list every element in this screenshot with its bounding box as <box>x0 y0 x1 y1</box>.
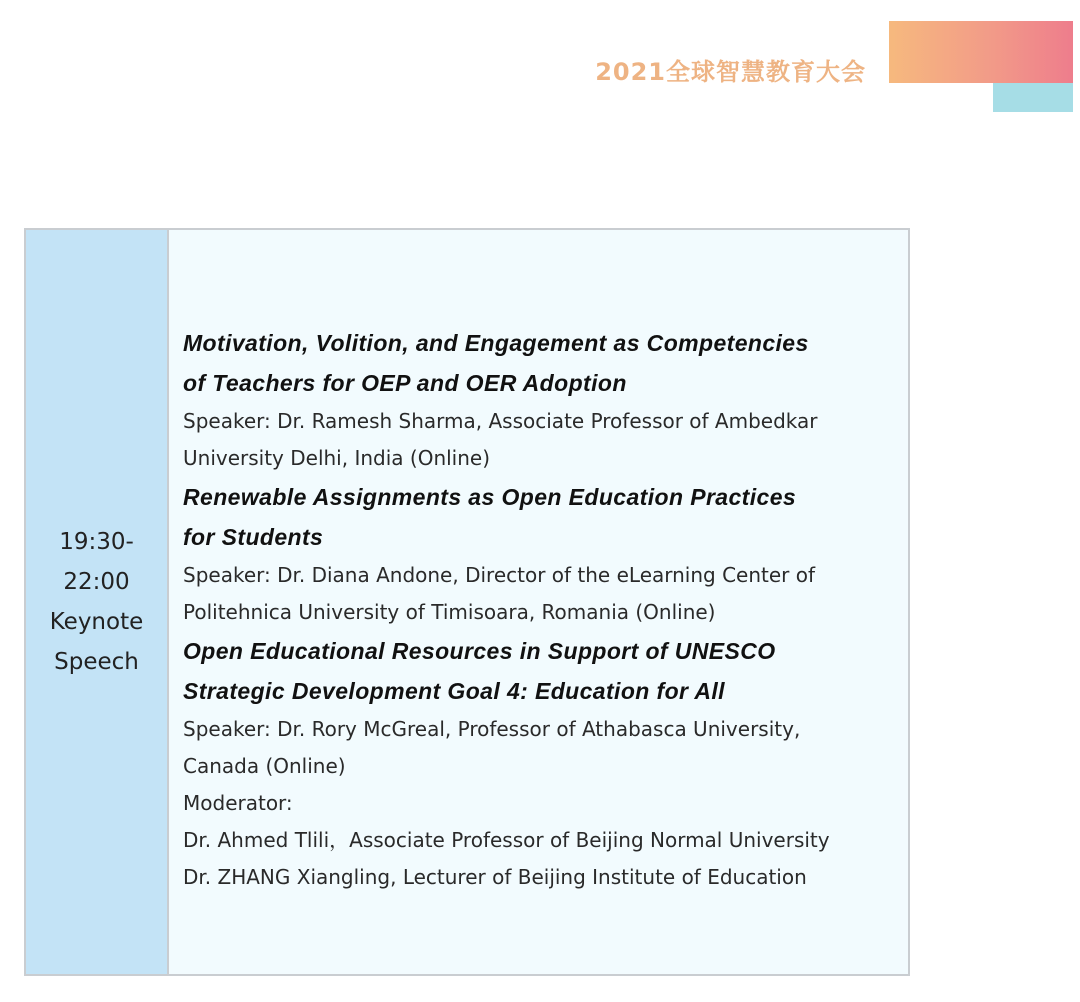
moderator-entry: Dr. ZHANG Xiangling, Lecturer of Beijing Institute of Education <box>183 865 807 889</box>
talk-title: Motivation, Volition, and Engagement as Competencies <box>183 330 809 356</box>
talk-2 <box>183 477 888 631</box>
header-gradient-banner <box>889 21 1073 83</box>
talk-speaker: University Delhi, India (Online) <box>183 446 491 470</box>
talk-speaker: Speaker: Dr. Diana Andone, Director of the eLearning Center of <box>183 563 816 587</box>
header-teal-block <box>993 83 1073 112</box>
talk-title: Strategic Development Goal 4: Education for All <box>183 678 725 704</box>
conference-title: 2021全球智慧教育大会 <box>595 58 866 86</box>
talk-title: Open Educational Resources in Support of UNESCO <box>183 638 776 664</box>
talk-speaker: Speaker: Dr. Rory McGreal, Professor of Athabasca University, <box>183 717 801 741</box>
talk-1 <box>183 323 888 477</box>
talk-speaker: Speaker: Dr. Ramesh Sharma, Associate Professor of Ambedkar <box>183 409 818 433</box>
time-start: 19:30- <box>59 529 134 555</box>
moderator-label: Moderator: <box>183 791 293 815</box>
talk-speaker: Canada (Online) <box>183 754 346 778</box>
time-end: 22:00 <box>63 569 130 595</box>
talk-title: of Teachers for OEP and OER Adoption <box>183 370 627 396</box>
talk-speaker: Politehnica University of Timisoara, Romania (Online) <box>183 600 716 624</box>
talk-title: for Students <box>183 524 324 550</box>
schedule-table <box>24 228 910 976</box>
session-type-line-1: Keynote <box>49 609 144 635</box>
moderator-entry: Dr. Ahmed Tlili，Associate Professor of Beijing Normal University <box>183 828 830 852</box>
talk-title: Renewable Assignments as Open Education Practices <box>183 484 797 510</box>
time-slot-cell <box>26 230 169 974</box>
talk-3 <box>183 631 888 785</box>
session-type-line-2: Speech <box>54 649 139 675</box>
session-details-cell <box>169 230 908 974</box>
moderators-block <box>183 785 888 896</box>
